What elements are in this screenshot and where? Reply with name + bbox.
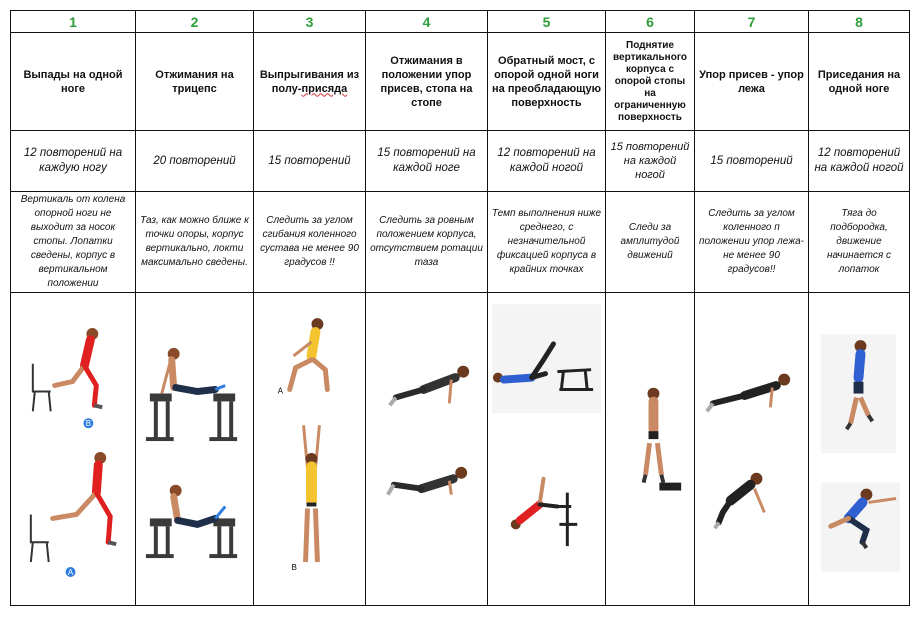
chair-icon bbox=[31, 514, 49, 562]
reps-text: 15 повторений bbox=[695, 131, 809, 192]
column-number: 2 bbox=[136, 11, 254, 33]
pistol-squat-illustration bbox=[809, 293, 909, 605]
exercise-title: Поднятие вертикального корпуса с опорой стопы на ограниченную поверхность bbox=[606, 33, 695, 131]
bridge-illustration bbox=[488, 293, 605, 605]
title-text: Выпрыгивания из полу- bbox=[259, 68, 360, 95]
squat-figure bbox=[290, 318, 328, 389]
bench-icon bbox=[557, 493, 577, 547]
exercise-title: Выпады на одной ноге bbox=[11, 33, 136, 131]
column-number: 6 bbox=[606, 11, 695, 33]
jump-figure bbox=[304, 425, 320, 562]
reps-row bbox=[11, 131, 910, 192]
technique-notes: Вертикаль от колена опорной ноги не выходит за носок стопы. Лопатки сведены, корпус в вертикальном положении bbox=[11, 192, 136, 293]
exercise-table bbox=[10, 10, 910, 606]
bench-icon bbox=[146, 393, 237, 441]
technique-notes: Следить за углом сгибания коленного сустава не менее 90 градусов !! bbox=[254, 192, 366, 293]
step-platform bbox=[659, 483, 681, 491]
exercise-title: Отжимания на трицепс bbox=[136, 33, 254, 131]
dips-illustration bbox=[136, 293, 253, 605]
exercise-illustration bbox=[488, 293, 606, 606]
technique-notes: Темп выполнения ниже среднего, с незначительной фиксацией корпуса в крайних точках bbox=[488, 192, 606, 293]
pushup-illustration bbox=[366, 293, 487, 605]
technique-notes: Следить за углом коленного п положении упор лежа- не менее 90 градусов!! bbox=[695, 192, 809, 293]
exercise-title bbox=[254, 33, 366, 131]
technique-notes: Следить за ровным положением корпуса, отсутствием ротации таза bbox=[366, 192, 488, 293]
reps-text: 15 повторений на каждой ногой bbox=[606, 131, 695, 192]
exercise-title: Обратный мост, с опорой одной ноги на преобладающую поверхность bbox=[488, 33, 606, 131]
technique-notes: Таз, как можно ближе к точки опоры, корпус вертикально, локти максимально сведены. bbox=[136, 192, 254, 293]
lunge-illustration bbox=[11, 293, 135, 605]
exercise-title: Приседания на одной ноге bbox=[809, 33, 910, 131]
column-number: 5 bbox=[488, 11, 606, 33]
burpee-illustration bbox=[695, 293, 808, 605]
lunge-figure-a bbox=[53, 452, 116, 544]
stepup-figure bbox=[644, 388, 664, 483]
exercise-title: Отжимания в положении упор присев, стопа на стопе bbox=[366, 33, 488, 131]
column-number: 7 bbox=[695, 11, 809, 33]
dips-figure-down bbox=[170, 485, 226, 525]
marker-a-label: A bbox=[277, 386, 284, 396]
bridge-figure-up bbox=[511, 479, 558, 530]
stepup-illustration bbox=[606, 293, 694, 605]
illustration-row bbox=[11, 293, 910, 606]
technique-notes: Тяга до подбородка, движение начинается с лопаток bbox=[809, 192, 910, 293]
exercise-title: Упор присев - упор лежа bbox=[695, 33, 809, 131]
marker-b-label: B bbox=[291, 562, 297, 572]
exercise-illustration bbox=[809, 293, 910, 606]
marker-b-label: B bbox=[85, 419, 92, 429]
spellcheck-word: присяда bbox=[301, 82, 348, 95]
column-number: 4 bbox=[366, 11, 488, 33]
reps-text: 20 повторений bbox=[136, 131, 254, 192]
marker-a-label: A bbox=[67, 567, 74, 577]
column-number: 8 bbox=[809, 11, 910, 33]
jump-squat-illustration bbox=[254, 293, 365, 605]
exercise-illustration bbox=[606, 293, 695, 606]
chair-icon bbox=[33, 364, 51, 412]
reps-text: 12 повторений на каждую ногу bbox=[11, 131, 136, 192]
technique-notes: Следи за амплитудой движений bbox=[606, 192, 695, 293]
reps-text: 12 повторений на каждой ногой bbox=[809, 131, 910, 192]
number-row bbox=[11, 11, 910, 33]
crouch-figure bbox=[715, 473, 765, 529]
notes-row bbox=[11, 192, 910, 293]
reps-text: 15 повторений bbox=[254, 131, 366, 192]
lunge-figure-b bbox=[55, 328, 103, 407]
plank-figure bbox=[707, 374, 790, 412]
exercise-illustration bbox=[695, 293, 809, 606]
exercise-illustration bbox=[254, 293, 366, 606]
column-number: 1 bbox=[11, 11, 136, 33]
dips-figure-up bbox=[162, 348, 225, 394]
exercise-illustration bbox=[366, 293, 488, 606]
reps-text: 15 повторений на каждой ноге bbox=[366, 131, 488, 192]
exercise-illustration bbox=[136, 293, 254, 606]
pushup-figure-up bbox=[390, 366, 469, 406]
reps-text: 12 повторений на каждой ногой bbox=[488, 131, 606, 192]
title-row bbox=[11, 33, 910, 131]
exercise-illustration bbox=[11, 293, 136, 606]
column-number: 3 bbox=[254, 11, 366, 33]
pushup-figure-down bbox=[388, 467, 467, 495]
